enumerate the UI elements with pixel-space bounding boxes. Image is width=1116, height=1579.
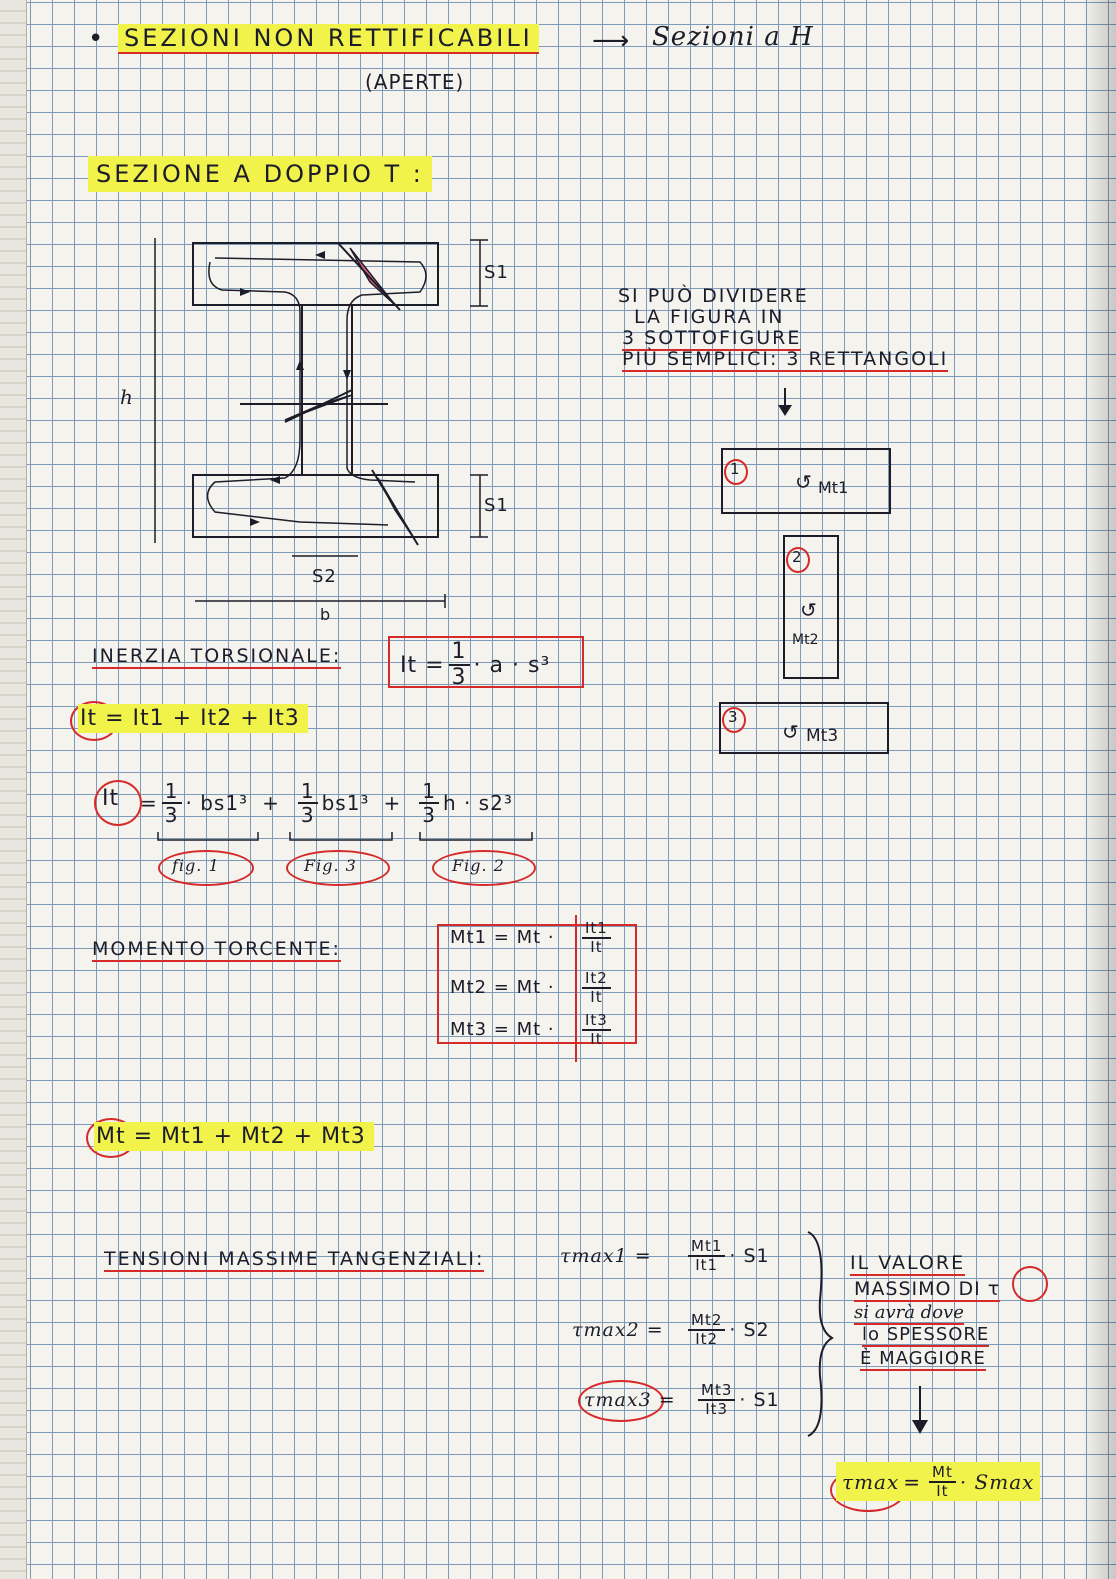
rect-1-label: Mt1 — [818, 478, 849, 497]
inertia-fraction: $\frac{1}{3}$ — [449, 640, 470, 690]
split-note-line-2: LA FIGURA IN — [634, 306, 785, 328]
fig1-label: fig. 1 — [172, 856, 220, 875]
split-note-line-4: PIÙ SEMPLICI: 3 RETTANGOLI — [622, 348, 949, 370]
torque-row-1: Mt1 = Mt · $\frac{It1}{It}$ — [450, 920, 615, 955]
fig3-label: Fig. 3 — [304, 856, 357, 875]
label-s2: S2 — [312, 566, 337, 587]
note-line-1: IL VALORE — [850, 1252, 966, 1274]
torque-label: MOMENTO TORCENTE: — [92, 938, 341, 960]
section-title: SEZIONE A DOPPIO T : — [88, 156, 432, 192]
rect-1-number: 1 — [730, 460, 740, 478]
inertia-formula-lhs: It = — [400, 652, 445, 678]
split-note-line-1: SI PUÒ DIVIDERE — [618, 285, 809, 307]
final-formula: τmax = $\frac{Mt}{It}$ · Smax — [836, 1462, 1040, 1501]
tau-circle — [1012, 1266, 1048, 1302]
stress-row-1: τmax1 = $\frac{Mt1}{It1}$ · S1 — [560, 1237, 770, 1274]
page-subtitle: (APERTE) — [365, 70, 465, 94]
flow-arrow — [250, 518, 260, 526]
stress-row-2: τmax2 = $\frac{Mt2}{It2}$ · S2 — [572, 1311, 770, 1348]
inertia-formula-rest: · a · s³ — [473, 652, 551, 678]
note-line-3: si avrà dove — [854, 1302, 964, 1323]
inertia-sum: It = It1 + It2 + It3 — [78, 704, 308, 733]
inertia-expand-lhs: It — [102, 786, 120, 811]
rotation-arrow-icon: ↺ — [795, 470, 813, 494]
arrow-right-icon: ⟶ — [592, 26, 631, 56]
rect-2-label: Mt2 — [792, 632, 819, 648]
torque-row-3: Mt3 = Mt · $\frac{It3}{It}$ — [450, 1012, 615, 1047]
inertia-label: INERZIA TORSIONALE: — [92, 645, 342, 667]
rect-3-label: Mt3 — [806, 726, 839, 746]
section-type-note: Sezioni a H — [652, 22, 814, 52]
fig2-label: Fig. 2 — [452, 856, 505, 875]
note-line-5: È MAGGIORE — [860, 1348, 986, 1369]
torque-sum: Mt = Mt1 + Mt2 + Mt3 — [94, 1122, 374, 1151]
note-line-2: MASSIMO DI τ — [854, 1278, 1001, 1300]
flow-arrow — [240, 288, 250, 296]
split-note-line-3: 3 SOTTOFIGURE — [622, 327, 802, 349]
note-line-4: lo SPESSORE — [862, 1324, 990, 1345]
bottom-flange — [193, 475, 438, 537]
inertia-expansion: = $\frac{1}{3}$ · bs1³ + $\frac{1}{3}$ bs1³ + $\frac{1}{3}$ h · s2³ — [140, 779, 513, 827]
label-s1-bottom: S1 — [484, 495, 509, 516]
stress-brace — [808, 1232, 832, 1436]
label-s1-top: S1 — [484, 262, 509, 283]
bullet: • — [88, 24, 105, 54]
rotation-arrow-icon: ↺ — [782, 720, 800, 744]
flow-arrow — [270, 476, 280, 484]
inertia-formula — [400, 640, 550, 690]
rotation-arrow-icon: ↺ — [800, 598, 818, 622]
top-flange — [193, 243, 438, 305]
shear-flow-left — [208, 262, 389, 525]
flow-arrow — [343, 370, 351, 380]
page-title: SEZIONI NON RETTIFICABILI — [118, 24, 539, 54]
rect-2-number: 2 — [792, 548, 802, 566]
rect-3-number: 3 — [728, 708, 738, 726]
stress-label: TENSIONI MASSIME TANGENZIALI: — [104, 1248, 485, 1270]
rectangle-3 — [720, 703, 888, 753]
torque-row-2: Mt2 = Mt · $\frac{It2}{It}$ — [450, 970, 615, 1005]
label-h: h — [120, 385, 134, 409]
web — [302, 305, 352, 475]
flow-arrow — [315, 251, 325, 259]
label-b: b — [320, 605, 332, 624]
stress-row-3: τmax3 = $\frac{Mt3}{It3}$ · S1 — [584, 1381, 780, 1418]
